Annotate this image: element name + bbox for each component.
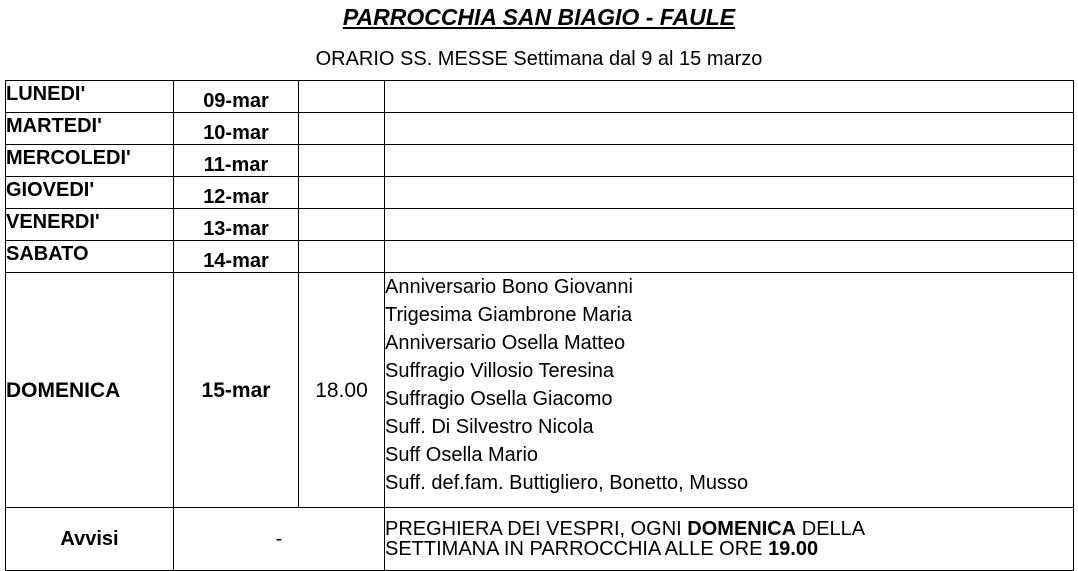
- notices-label: Avvisi: [6, 508, 174, 571]
- day-cell: DOMENICA: [6, 273, 174, 508]
- intention-cell: [385, 209, 1074, 241]
- date-cell: 11-mar: [174, 145, 299, 177]
- schedule-row-sunday: [6, 273, 1074, 508]
- mass-schedule-table: [5, 80, 1074, 571]
- day-cell: VENERDI': [6, 209, 174, 241]
- intention-line: Suff. Di Silvestro Nicola: [385, 416, 594, 438]
- notice-text-part: SETTIMANA IN PARROCCHIA ALLE ORE: [385, 538, 769, 560]
- intention-cell: [385, 241, 1074, 273]
- time-cell: [299, 81, 385, 113]
- intention-line: Anniversario Osella Matteo: [385, 332, 626, 354]
- intention-line: Suffragio Villosio Teresina: [385, 360, 615, 382]
- notice-text-part: PREGHIERA DEI VESPRI, OGNI: [385, 518, 688, 540]
- intention-line: Suff. def.fam. Buttigliero, Bonetto, Musso: [385, 472, 749, 494]
- date-cell: 10-mar: [174, 113, 299, 145]
- time-cell: [299, 113, 385, 145]
- schedule-row-wednesday: [6, 145, 1074, 177]
- schedule-row-monday: [6, 81, 1074, 113]
- intention-cell: [385, 145, 1074, 177]
- mass-time-cell: 18.00: [299, 273, 385, 508]
- day-cell: MARTEDI': [6, 113, 174, 145]
- date-cell: 14-mar: [174, 241, 299, 273]
- time-cell: [299, 209, 385, 241]
- date-cell: 13-mar: [174, 209, 299, 241]
- intention-line: Trigesima Giambrone Maria: [385, 304, 633, 326]
- intention-line: Suffragio Osella Giacomo: [385, 388, 613, 410]
- notice-bold-day: DOMENICA: [687, 518, 797, 540]
- date-cell: 09-mar: [174, 81, 299, 113]
- day-cell: SABATO: [6, 241, 174, 273]
- intention-cell: [385, 81, 1074, 113]
- intention-line: Suff Osella Mario: [385, 444, 539, 466]
- day-cell: GIOVEDI': [6, 177, 174, 209]
- page-title: PARROCCHIA SAN BIAGIO - FAULE: [342, 4, 736, 30]
- date-cell: 12-mar: [174, 177, 299, 209]
- notice-text-part: DELLA: [796, 518, 866, 540]
- intention-cell: [385, 177, 1074, 209]
- notices-row: [6, 508, 1074, 571]
- day-cell: LUNEDI': [6, 81, 174, 113]
- notices-dash: -: [174, 508, 385, 571]
- schedule-row-tuesday: [6, 113, 1074, 145]
- day-cell: MERCOLEDI': [6, 145, 174, 177]
- intention-cell: [385, 113, 1074, 145]
- time-cell: [299, 177, 385, 209]
- page-subtitle: ORARIO SS. MESSE Settimana dal 9 al 15 marzo: [315, 48, 763, 70]
- schedule-row-friday: [6, 209, 1074, 241]
- time-cell: [299, 241, 385, 273]
- notice-text: [385, 508, 1074, 571]
- time-cell: [299, 145, 385, 177]
- schedule-row-saturday: [6, 241, 1074, 273]
- intentions-cell: [385, 273, 1074, 508]
- schedule-row-thursday: [6, 177, 1074, 209]
- notice-bold-time: 19.00: [768, 538, 819, 560]
- intention-line: Anniversario Bono Giovanni: [385, 276, 633, 298]
- date-cell: 15-mar: [174, 273, 299, 508]
